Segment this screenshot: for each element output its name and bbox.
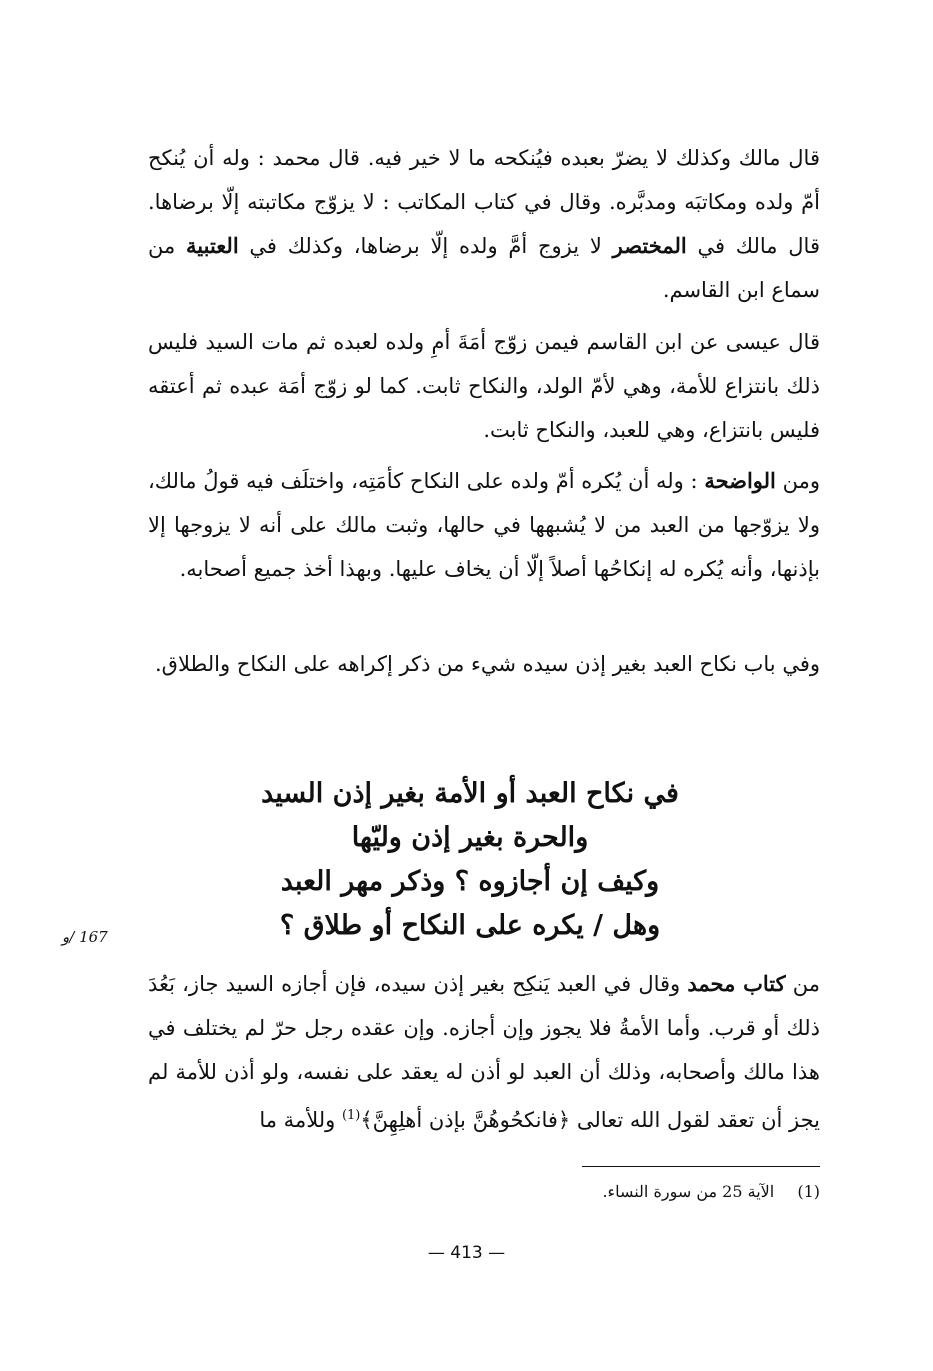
page-number: — 413 — bbox=[427, 1243, 506, 1263]
paragraph-2 bbox=[148, 320, 820, 452]
bold-term: المختصر bbox=[612, 233, 687, 258]
heading-line-4: وهل / يكره على النكاح أو طلاق ؟ bbox=[279, 910, 661, 941]
footnote-number: (1) bbox=[797, 1182, 820, 1201]
heading-line-1: في نكاح العبد أو الأمة بغير إذن السيد bbox=[261, 778, 679, 809]
manuscript-folio-note: 167 /و bbox=[62, 928, 108, 946]
paragraph-5 bbox=[148, 962, 820, 1142]
text-run: وفي باب نكاح العبد بغير إذن سيده شيء من ذكر إكراهه على النكاح والطلاق. bbox=[155, 652, 820, 676]
text-run: : وله أن يُكره أمّ ولده على النكاح كأمَتِه، واختلَف فيه قولُ مالك، ولا يزوّجها من العبد من لا يُشبهها في حالها، وثبت مالك على أنه لا يزوجها إلا بإذنها، وأنه يُكره له إنكاحُها أصلاً إلّا أن يخاف عليها. وبهذا أخذ جميع أصحابه. bbox=[148, 469, 820, 581]
text-run: قال عيسى عن ابن القاسم فيمن زوّج أمَةَ أمِ ولده لعبده ثم مات السيد فليس ذلك بانتزاع للأمة، وهي لأمّ الولد، والنكاح ثابت. كما لو زوّج أمَة عبده ثم أعتقه فليس بانتزاع، وهي للعبد، والنكاح ثابت. bbox=[148, 330, 820, 442]
heading-line-3: وكيف إن أجازوه ؟ وذكر مهر العبد bbox=[280, 866, 660, 897]
section-heading bbox=[200, 772, 740, 948]
paragraph-4 bbox=[148, 642, 820, 686]
footnote-separator bbox=[582, 1166, 820, 1167]
text-run: وللأمة ما bbox=[259, 1108, 342, 1132]
text-run: وقال في العبد يَنكِح بغير إذن سيده، فإن أجازه السيد جاز، بَعُدَ ذلك أو قرب. وأما الأمةُ فلا يجوز وإن أجازه. وإن عقده رجل حرّ لم يختلف في هذا مالك وأصحابه، وذلك أن العبد لو أذن له يعقد على نفسه، ولو أذن للأمة لم يجز أن تعقد لقول الله تعالى ﴿فانكحُوهُنَّ بإذن أهلِهِنَّ﴾ bbox=[148, 972, 820, 1132]
bold-term: كتاب محمد bbox=[687, 971, 786, 996]
footnote bbox=[400, 1178, 820, 1206]
text-run: من bbox=[785, 972, 820, 996]
text-run: من سماع ابن القاسم. bbox=[148, 234, 820, 302]
footnote-text: الآية 25 من سورة النساء. bbox=[602, 1182, 775, 1201]
bold-term: الواضحة bbox=[704, 468, 776, 493]
paragraph-3 bbox=[148, 459, 820, 591]
text-run: قال مالك وكذلك لا يضرّ بعبده فيُنكحه ما لا خير فيه. قال محمد : وله أن يُنكح أمّ ولده ومكاتبَه ومدبَّره. وقال في كتاب المكاتب : لا يزوّج مكاتبته إلّا برضاها. قال مالك في bbox=[148, 146, 820, 258]
footnote-ref: (1) bbox=[341, 1108, 361, 1123]
text-run: ومن bbox=[775, 469, 820, 493]
text-run: لا يزوج أمَّ ولده إلّا برضاها، وكذلك في bbox=[238, 234, 613, 258]
paragraph-1 bbox=[148, 136, 820, 312]
bold-term: العتبية bbox=[186, 233, 239, 258]
heading-line-2: والحرة بغير إذن وليّها bbox=[351, 822, 589, 853]
